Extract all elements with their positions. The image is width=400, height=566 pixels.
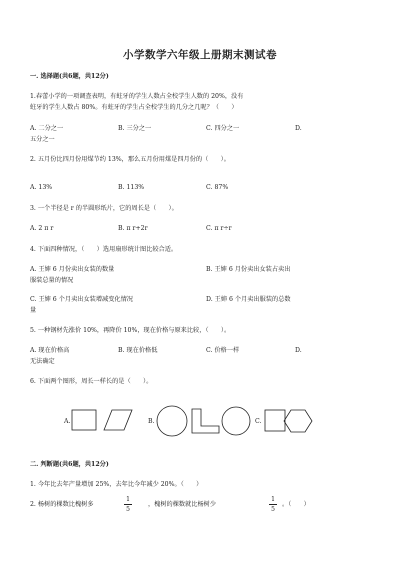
q2-text: 2. 五月份比四月份用煤节约 13%，那么五月份用煤是四月份的（ ）。 bbox=[30, 156, 230, 163]
q1-option-c: C. 四分之一 bbox=[206, 125, 240, 132]
judge-q2-fraction-1 bbox=[124, 496, 132, 513]
q3-option-c: C. π r÷r bbox=[206, 225, 232, 232]
q2-option-a: A. 13% bbox=[30, 184, 53, 191]
section1-heading: 一. 选择题(共6题，共12分) bbox=[30, 73, 109, 80]
figure-a-square bbox=[72, 410, 96, 430]
q2-option-b: B. 113% bbox=[118, 184, 145, 191]
judge-q2-post: 。（ ） bbox=[282, 501, 310, 508]
fraction-1-denominator: 5 bbox=[126, 506, 130, 513]
figure-b-circle bbox=[157, 406, 187, 436]
q3-option-b: B. π r+2r bbox=[118, 225, 148, 232]
q1-line1: 1.春蕾小学的一项调查表明，有蛀牙的学生人数占全校学生人数的 20%，没有 bbox=[30, 93, 244, 100]
figure-c-hexagon bbox=[284, 410, 312, 432]
q4-option-d-cont: 量 bbox=[30, 307, 37, 314]
q4-option-d: D. 王婶 6 个月卖出服装的总数 bbox=[206, 296, 291, 303]
q4-option-c: C. 王婶 6 个月卖出女装增减变化情况 bbox=[30, 296, 133, 303]
q5-option-d-text: 无法确定 bbox=[30, 358, 55, 365]
q1-line2: 蛀牙的学生人数占 80%。有蛀牙的学生占全校学生的几分之几呢？（ ） bbox=[30, 104, 238, 111]
q6-option-a: A. bbox=[64, 418, 71, 425]
fraction-1-numerator: 1 bbox=[126, 496, 130, 503]
figure-b-circle-2 bbox=[222, 407, 250, 435]
judge-q2-pre: 2. 杨树的棵数比槐树多 bbox=[30, 501, 94, 508]
q4-option-b-cont: 服装总量的情况 bbox=[30, 277, 74, 284]
q5-option-c: C. 价格一样 bbox=[206, 347, 240, 354]
q6-option-b: B. bbox=[148, 418, 155, 425]
q5-text: 5. 一种钢材先涨价 10%，再降价 10%，现在价格与原来比较，（ ）。 bbox=[30, 327, 231, 334]
q6-text: 6. 下面两个图形，周长一样长的是（ ）。 bbox=[30, 378, 153, 385]
q5-option-a: A. 现在价格高 bbox=[30, 347, 70, 354]
q3-text: 3. 一个半径是 r 的半圆形纸片，它的周长是（ ）。 bbox=[30, 205, 178, 212]
figure-a-parallelogram bbox=[104, 410, 132, 430]
q5-option-b: B. 现在价格低 bbox=[118, 347, 158, 354]
judge-q1: 1. 今年比去年产量增加 25%，去年比今年减少 20%。（ ） bbox=[30, 481, 203, 488]
q4-option-a: A. 王婶 6 月份卖出女装的数量 bbox=[30, 266, 115, 273]
fraction-2-denominator: 5 bbox=[271, 506, 275, 513]
figure-c-square bbox=[265, 410, 285, 431]
q4-text: 4. 下面四种情况，（ ）选用扇形统计图比较合适。 bbox=[30, 246, 178, 253]
fraction-2-numerator: 1 bbox=[271, 496, 275, 503]
q1-option-b: B. 三分之一 bbox=[118, 125, 152, 132]
q1-option-d: D. bbox=[295, 125, 302, 132]
judge-q2-fraction-2 bbox=[269, 496, 277, 513]
figure-b-lshape bbox=[192, 409, 219, 433]
q6-option-c: C. bbox=[255, 418, 262, 425]
page-title: 小学数学六年级上册期末测试卷 bbox=[123, 49, 277, 61]
q1-option-d-text: 五分之一 bbox=[30, 136, 55, 143]
q4-option-b: B. 王婶 6 月份卖出女装占卖出 bbox=[206, 266, 291, 273]
q1-option-a: A. 二分之一 bbox=[30, 125, 64, 132]
q2-option-c: C. 87% bbox=[206, 184, 229, 191]
section2-heading: 二. 判断题(共6题，共12分) bbox=[30, 461, 109, 468]
q5-option-d: D. bbox=[295, 347, 302, 354]
judge-q2-mid: ，槐树的棵数就比杨树少 bbox=[148, 501, 217, 508]
q3-option-a: A. 2 π r bbox=[30, 225, 54, 232]
